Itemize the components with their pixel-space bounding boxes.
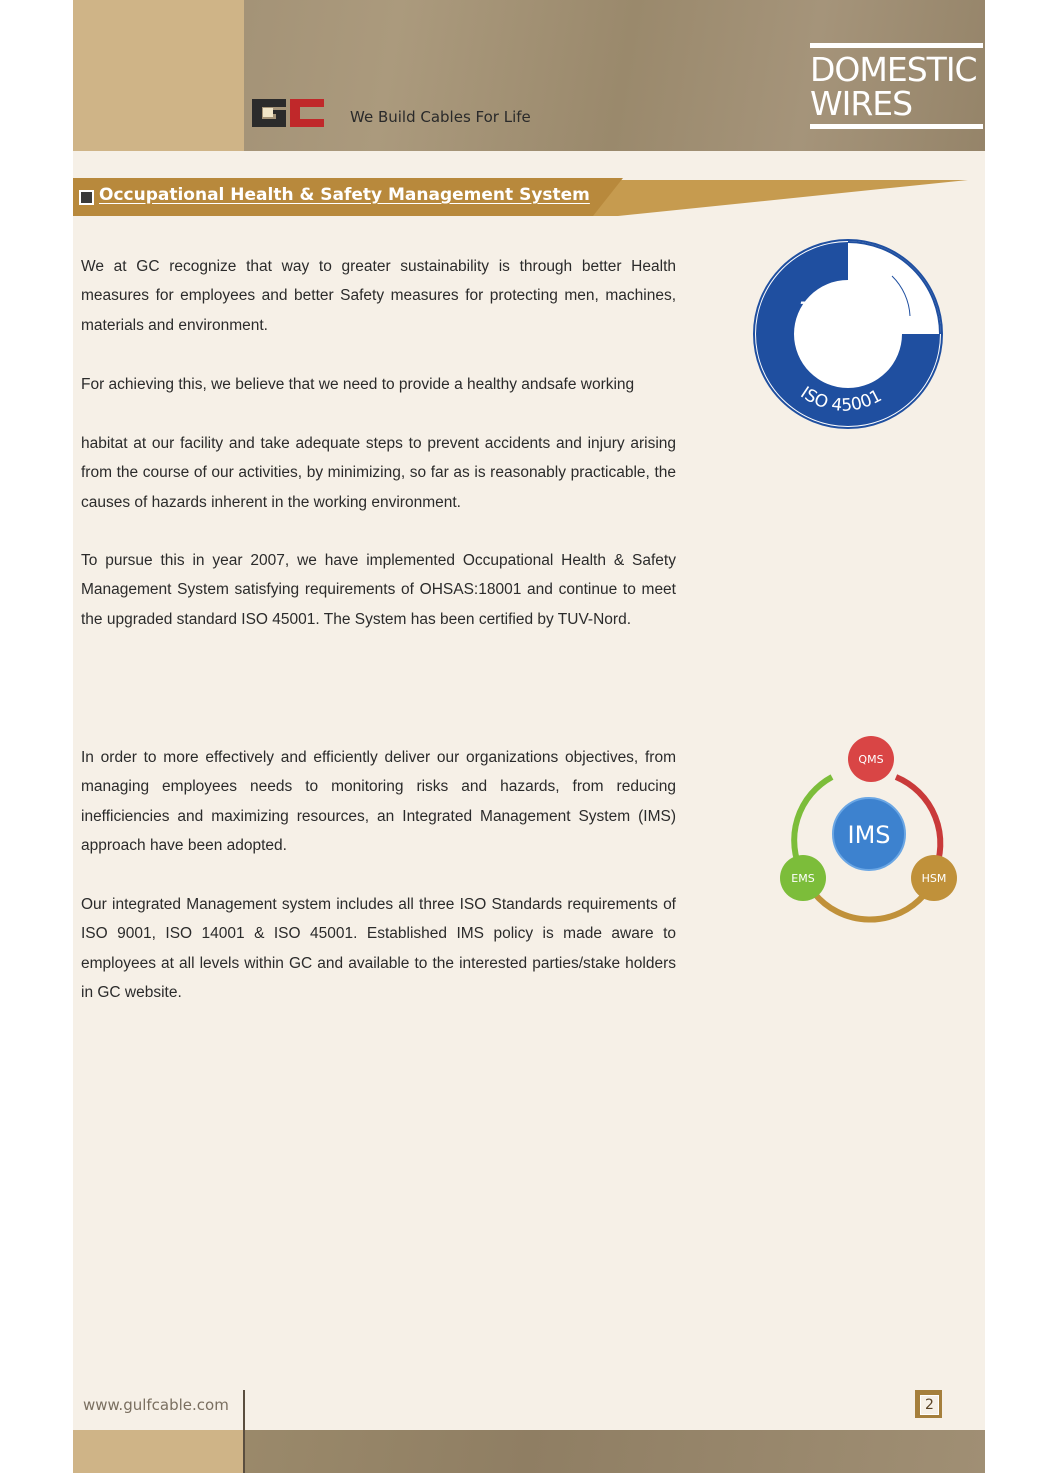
- ims-diagram: [774, 733, 964, 923]
- cert-sub-text: TÜV Middle East: [816, 335, 884, 345]
- ims-hsm-label: HSM: [921, 872, 947, 885]
- footer-light-block: [73, 1430, 244, 1473]
- cert-standard-text: ISO 45001: [796, 383, 886, 416]
- tagline: We Build Cables For Life: [350, 108, 531, 126]
- cert-brand-text: TÜV NORD: [799, 299, 901, 319]
- ims-center-label: IMS: [847, 821, 891, 849]
- ims-ems-label: EMS: [791, 872, 815, 885]
- paragraph-ims: In order to more effectively and efficiently deliver our organizations objectives, from managing employees needs to monitoring risks and hazards, from reducing inefficiencies and maximizing resources, an Integrated Management System (IMS) approach have been adopted.: [81, 749, 676, 854]
- gc-logo: [250, 95, 330, 129]
- paragraph-habitat: habitat at our facility and take adequate steps to prevent accidents and injury arising from the course of our activities, by minimizing, so far as is reasonably practicable, the causes of hazards inherent in the working environment.: [81, 435, 676, 511]
- header-light-block: [73, 0, 244, 151]
- page-number-badge: [915, 1390, 942, 1418]
- ims-qms-label: QMS: [858, 753, 884, 766]
- page-number: 2: [920, 1395, 939, 1415]
- title-line-1: DOMESTIC: [810, 50, 977, 89]
- section-title: Occupational Health & Safety Management System: [99, 185, 590, 205]
- square-bullet-icon: [79, 190, 94, 205]
- title-top-rule: [810, 43, 983, 48]
- paragraph-intro: We at GC recognize that way to greater sustainability is through better Health measures for employees and better Safety measures for protecting men, machines, materials and environment.: [81, 258, 676, 334]
- document-title: [810, 43, 983, 130]
- title-line-2: WIRES: [810, 84, 913, 123]
- title-bottom-rule: [810, 124, 983, 129]
- website-link[interactable]: www.gulfcable.com: [83, 1396, 229, 1414]
- paragraph-approach: For achieving this, we believe that we need to provide a healthy andsafe working: [81, 376, 635, 393]
- right-margin: [985, 0, 1042, 1473]
- tuv-nord-certificate-badge: [752, 238, 944, 430]
- paragraph-standards: Our integrated Management system includes all three ISO Standards requirements of ISO 9001, ISO 14001 & ISO 45001. Established IMS policy is made aware to employees at all levels within GC and available to the interested parties/stake holders in GC website.: [81, 896, 676, 1001]
- paragraph-implementation: To pursue this in year 2007, we have implemented Occupational Health & Safety Management System satisfying requirements of OHSAS:18001 and continue to meet the upgraded standard ISO 45001. The System has been certified by TUV-Nord.: [81, 552, 676, 628]
- footer-divider: [243, 1390, 245, 1473]
